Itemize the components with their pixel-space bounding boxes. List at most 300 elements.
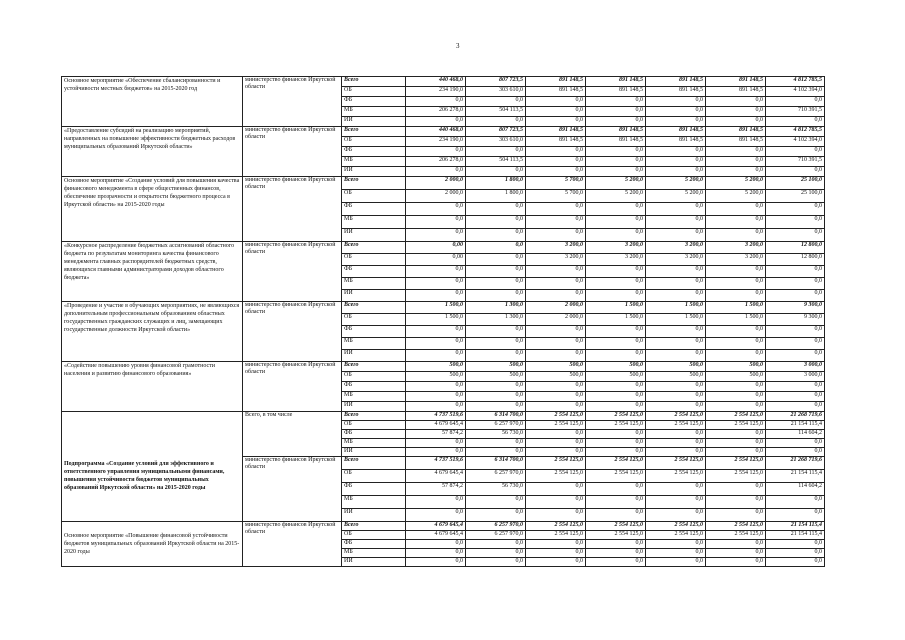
funding-source: ОБ bbox=[342, 190, 406, 203]
measure-name: Основное мероприятие «Повышение финансовой устойчивости бюджетов муниципальных образований Иркутской области на 2015-2020 годы bbox=[62, 522, 243, 567]
amount-cell: 0,0 bbox=[466, 216, 526, 229]
amount-cell: 0,0 bbox=[586, 540, 646, 549]
funding-source: Всего bbox=[342, 127, 406, 137]
amount-cell: 0,0 bbox=[526, 203, 586, 216]
amount-cell: 807 723,5 bbox=[466, 127, 526, 137]
responsible-org: министерство финансов Иркутской области bbox=[243, 177, 342, 242]
amount-cell: 0,0 bbox=[406, 147, 466, 157]
funding-source: МБ bbox=[342, 157, 406, 167]
funding-source: Всего bbox=[342, 177, 406, 190]
responsible-org: министерство финансов Иркутской области bbox=[243, 522, 342, 567]
amount-cell: 891 148,5 bbox=[706, 127, 766, 137]
amount-cell: 0,0 bbox=[586, 167, 646, 177]
amount-cell: 0,0 bbox=[406, 266, 466, 278]
amount-cell: 0,0 bbox=[586, 350, 646, 362]
amount-cell: 0,0 bbox=[406, 117, 466, 127]
amount-cell: 57 874,2 bbox=[406, 430, 466, 439]
amount-cell: 0,0 bbox=[586, 97, 646, 107]
amount-cell: 2 554 125,0 bbox=[706, 531, 766, 540]
amount-cell: 0,0 bbox=[406, 382, 466, 392]
amount-cell: 114 604,2 bbox=[766, 430, 825, 439]
amount-cell: 891 148,5 bbox=[646, 77, 706, 87]
amount-cell: 0,0 bbox=[706, 266, 766, 278]
amount-cell: 0,0 bbox=[586, 203, 646, 216]
amount-cell: 0,0 bbox=[466, 326, 526, 338]
funding-source: ФБ bbox=[342, 540, 406, 549]
amount-cell: 0,0 bbox=[466, 203, 526, 216]
amount-cell: 3 200,0 bbox=[526, 254, 586, 266]
amount-cell: 0,0 bbox=[466, 266, 526, 278]
responsible-org: Всего, в том числе bbox=[243, 412, 342, 457]
table-row bbox=[62, 77, 825, 87]
amount-cell: 0,0 bbox=[646, 430, 706, 439]
amount-cell: 0,0 bbox=[526, 430, 586, 439]
amount-cell: 0,0 bbox=[406, 338, 466, 350]
amount-cell: 0,0 bbox=[526, 483, 586, 496]
amount-cell: 6 257 970,0 bbox=[466, 522, 526, 531]
amount-cell: 0,0 bbox=[586, 402, 646, 412]
amount-cell: 0,0 bbox=[466, 278, 526, 290]
amount-cell: 0,0 bbox=[526, 382, 586, 392]
table-row bbox=[62, 362, 825, 372]
amount-cell: 21 154 115,4 bbox=[766, 522, 825, 531]
amount-cell: 0,0 bbox=[466, 392, 526, 402]
amount-cell: 21 154 115,4 bbox=[766, 470, 825, 483]
amount-cell: 56 730,0 bbox=[466, 483, 526, 496]
amount-cell: 0,0 bbox=[586, 509, 646, 522]
amount-cell: 891 148,5 bbox=[706, 77, 766, 87]
amount-cell: 3 000,0 bbox=[766, 372, 825, 382]
amount-cell: 4 737 519,6 bbox=[406, 412, 466, 421]
amount-cell: 2 554 125,0 bbox=[586, 421, 646, 430]
funding-source: ОБ bbox=[342, 372, 406, 382]
amount-cell: 0,0 bbox=[706, 157, 766, 167]
funding-source: МБ bbox=[342, 216, 406, 229]
amount-cell: 891 148,5 bbox=[526, 127, 586, 137]
amount-cell: 0,0 bbox=[406, 97, 466, 107]
amount-cell: 1 500,0 bbox=[406, 302, 466, 314]
funding-source: ОБ bbox=[342, 314, 406, 326]
amount-cell: 891 148,5 bbox=[706, 137, 766, 147]
amount-cell: 0,0 bbox=[766, 203, 825, 216]
responsible-org: министерство финансов Иркутской области bbox=[243, 302, 342, 362]
amount-cell: 4 102 394,0 bbox=[766, 87, 825, 97]
amount-cell: 0,0 bbox=[406, 448, 466, 457]
amount-cell: 0,0 bbox=[586, 338, 646, 350]
amount-cell: 2 554 125,0 bbox=[706, 470, 766, 483]
amount-cell: 0,0 bbox=[706, 278, 766, 290]
amount-cell: 3 200,0 bbox=[526, 242, 586, 254]
amount-cell: 0,0 bbox=[406, 540, 466, 549]
amount-cell: 5 700,0 bbox=[526, 190, 586, 203]
amount-cell: 0,0 bbox=[526, 350, 586, 362]
amount-cell: 5 200,0 bbox=[706, 177, 766, 190]
funding-source: ИИ bbox=[342, 290, 406, 302]
amount-cell: 0,0 bbox=[526, 229, 586, 242]
amount-cell: 0,0 bbox=[646, 216, 706, 229]
amount-cell: 1 500,0 bbox=[406, 314, 466, 326]
amount-cell: 0,0 bbox=[586, 278, 646, 290]
table-row bbox=[62, 177, 825, 190]
amount-cell: 0,0 bbox=[526, 558, 586, 567]
amount-cell: 0,0 bbox=[766, 117, 825, 127]
amount-cell: 0,0 bbox=[406, 549, 466, 558]
amount-cell: 0,0 bbox=[466, 242, 526, 254]
amount-cell: 500,0 bbox=[706, 362, 766, 372]
amount-cell: 1 500,0 bbox=[646, 302, 706, 314]
amount-cell: 0,0 bbox=[646, 350, 706, 362]
responsible-org: министерство финансов Иркутской области bbox=[243, 362, 342, 412]
amount-cell: 0,0 bbox=[646, 558, 706, 567]
amount-cell: 0,0 bbox=[526, 107, 586, 117]
amount-cell: 0,0 bbox=[646, 549, 706, 558]
amount-cell: 0,0 bbox=[526, 392, 586, 402]
amount-cell: 5 200,0 bbox=[646, 190, 706, 203]
amount-cell: 891 148,5 bbox=[526, 87, 586, 97]
budget-table bbox=[61, 76, 825, 567]
amount-cell: 0,0 bbox=[406, 509, 466, 522]
amount-cell: 0,0 bbox=[466, 229, 526, 242]
funding-source: МБ bbox=[342, 439, 406, 448]
amount-cell: 0,0 bbox=[466, 97, 526, 107]
funding-source: ИИ bbox=[342, 229, 406, 242]
amount-cell: 0,0 bbox=[646, 402, 706, 412]
amount-cell: 710 391,5 bbox=[766, 157, 825, 167]
funding-source: ФБ bbox=[342, 97, 406, 107]
amount-cell: 4 679 645,4 bbox=[406, 470, 466, 483]
amount-cell: 0,0 bbox=[646, 117, 706, 127]
amount-cell: 0,0 bbox=[466, 540, 526, 549]
funding-source: ФБ bbox=[342, 483, 406, 496]
amount-cell: 0,0 bbox=[406, 203, 466, 216]
measure-name: «Содействие повышению уровня финансовой грамотности населения и развитию финансового образования» bbox=[62, 362, 243, 412]
amount-cell: 0,0 bbox=[646, 439, 706, 448]
amount-cell: 21 268 719,6 bbox=[766, 412, 825, 421]
amount-cell: 21 154 115,4 bbox=[766, 531, 825, 540]
amount-cell: 0,0 bbox=[766, 229, 825, 242]
funding-source: ИИ bbox=[342, 402, 406, 412]
amount-cell: 891 148,5 bbox=[646, 87, 706, 97]
amount-cell: 4 102 394,0 bbox=[766, 137, 825, 147]
amount-cell: 0,0 bbox=[586, 549, 646, 558]
amount-cell: 2 554 125,0 bbox=[646, 531, 706, 540]
responsible-org: министерство финансов Иркутской области bbox=[243, 457, 342, 522]
amount-cell: 2 554 125,0 bbox=[526, 531, 586, 540]
amount-cell: 6 257 970,0 bbox=[466, 531, 526, 540]
amount-cell: 0,0 bbox=[526, 216, 586, 229]
amount-cell: 500,0 bbox=[406, 362, 466, 372]
amount-cell: 0,0 bbox=[586, 266, 646, 278]
amount-cell: 0,0 bbox=[586, 229, 646, 242]
funding-source: Всего bbox=[342, 242, 406, 254]
amount-cell: 5 200,0 bbox=[706, 190, 766, 203]
amount-cell: 0,0 bbox=[646, 107, 706, 117]
amount-cell: 0,0 bbox=[646, 448, 706, 457]
amount-cell: 0,0 bbox=[586, 147, 646, 157]
amount-cell: 0,0 bbox=[706, 549, 766, 558]
amount-cell: 0,0 bbox=[766, 290, 825, 302]
amount-cell: 0,0 bbox=[586, 430, 646, 439]
amount-cell: 56 730,0 bbox=[466, 430, 526, 439]
amount-cell: 0,0 bbox=[406, 558, 466, 567]
amount-cell: 0,0 bbox=[466, 117, 526, 127]
amount-cell: 0,0 bbox=[526, 147, 586, 157]
amount-cell: 303 610,0 bbox=[466, 87, 526, 97]
funding-source: ИИ bbox=[342, 558, 406, 567]
amount-cell: 0,0 bbox=[766, 266, 825, 278]
amount-cell: 891 148,5 bbox=[646, 127, 706, 137]
amount-cell: 0,0 bbox=[646, 167, 706, 177]
amount-cell: 0,0 bbox=[586, 382, 646, 392]
amount-cell: 0,0 bbox=[466, 350, 526, 362]
amount-cell: 25 100,0 bbox=[766, 177, 825, 190]
amount-cell: 0,0 bbox=[406, 350, 466, 362]
amount-cell: 4 679 645,4 bbox=[406, 421, 466, 430]
funding-source: Всего bbox=[342, 522, 406, 531]
amount-cell: 6 257 970,0 bbox=[466, 470, 526, 483]
amount-cell: 2 554 125,0 bbox=[646, 421, 706, 430]
amount-cell: 0,0 bbox=[646, 278, 706, 290]
amount-cell: 500,0 bbox=[466, 362, 526, 372]
amount-cell: 0,0 bbox=[526, 167, 586, 177]
amount-cell: 0,0 bbox=[766, 216, 825, 229]
amount-cell: 0,0 bbox=[706, 382, 766, 392]
amount-cell: 504 113,5 bbox=[466, 157, 526, 167]
amount-cell: 2 000,0 bbox=[526, 302, 586, 314]
funding-source: ФБ bbox=[342, 266, 406, 278]
amount-cell: 0,0 bbox=[466, 147, 526, 157]
amount-cell: 234 190,0 bbox=[406, 87, 466, 97]
amount-cell: 6 314 700,0 bbox=[466, 412, 526, 421]
amount-cell: 0,0 bbox=[526, 496, 586, 509]
amount-cell: 0,0 bbox=[526, 439, 586, 448]
amount-cell: 0,0 bbox=[586, 157, 646, 167]
amount-cell: 9 300,0 bbox=[766, 314, 825, 326]
amount-cell: 2 554 125,0 bbox=[646, 412, 706, 421]
funding-source: МБ bbox=[342, 338, 406, 350]
amount-cell: 21 154 115,4 bbox=[766, 421, 825, 430]
amount-cell: 4 679 645,4 bbox=[406, 522, 466, 531]
amount-cell: 2 000,0 bbox=[406, 190, 466, 203]
amount-cell: 440 468,0 bbox=[406, 127, 466, 137]
amount-cell: 0,0 bbox=[526, 402, 586, 412]
amount-cell: 0,0 bbox=[766, 439, 825, 448]
amount-cell: 0,0 bbox=[466, 496, 526, 509]
amount-cell: 0,0 bbox=[586, 290, 646, 302]
table-row bbox=[62, 522, 825, 531]
amount-cell: 0,0 bbox=[586, 483, 646, 496]
amount-cell: 2 554 125,0 bbox=[586, 412, 646, 421]
amount-cell: 0,0 bbox=[766, 338, 825, 350]
amount-cell: 12 800,0 bbox=[766, 242, 825, 254]
amount-cell: 500,0 bbox=[646, 362, 706, 372]
funding-source: ФБ bbox=[342, 430, 406, 439]
funding-source: МБ bbox=[342, 496, 406, 509]
amount-cell: 0,0 bbox=[706, 448, 766, 457]
amount-cell: 4 812 785,5 bbox=[766, 127, 825, 137]
amount-cell: 0,0 bbox=[766, 147, 825, 157]
amount-cell: 0,0 bbox=[526, 338, 586, 350]
funding-source: Всего bbox=[342, 457, 406, 470]
measure-name: Основное мероприятие «Обеспечение сбалансированности и устойчивости местных бюджетов» на 2015-2020 год bbox=[62, 77, 243, 127]
amount-cell: 2 554 125,0 bbox=[526, 522, 586, 531]
amount-cell: 1 500,0 bbox=[706, 314, 766, 326]
amount-cell: 500,0 bbox=[526, 362, 586, 372]
amount-cell: 3 200,0 bbox=[646, 254, 706, 266]
amount-cell: 1 500,0 bbox=[586, 302, 646, 314]
amount-cell: 0,0 bbox=[466, 558, 526, 567]
amount-cell: 1 800,0 bbox=[466, 190, 526, 203]
funding-source: ИИ bbox=[342, 350, 406, 362]
measure-name: «Проведение и участие в обучающих мероприятиях, не являющихся дополнительным профессиональным образованием областных государственных гражданских служащих и лиц, замещающих государственные должности Иркутской области» bbox=[62, 302, 243, 362]
amount-cell: 0,0 bbox=[646, 203, 706, 216]
funding-source: Всего bbox=[342, 302, 406, 314]
amount-cell: 5 200,0 bbox=[646, 177, 706, 190]
amount-cell: 0,0 bbox=[706, 167, 766, 177]
funding-source: ФБ bbox=[342, 147, 406, 157]
funding-source: МБ bbox=[342, 392, 406, 402]
amount-cell: 21 268 719,6 bbox=[766, 457, 825, 470]
amount-cell: 0,0 bbox=[526, 326, 586, 338]
amount-cell: 0,0 bbox=[706, 439, 766, 448]
amount-cell: 0,0 bbox=[706, 402, 766, 412]
funding-source: ОБ bbox=[342, 137, 406, 147]
amount-cell: 0,0 bbox=[406, 392, 466, 402]
amount-cell: 3 200,0 bbox=[586, 242, 646, 254]
amount-cell: 0,0 bbox=[586, 439, 646, 448]
amount-cell: 2 554 125,0 bbox=[586, 522, 646, 531]
amount-cell: 0,0 bbox=[526, 278, 586, 290]
amount-cell: 0,0 bbox=[526, 97, 586, 107]
amount-cell: 0,0 bbox=[586, 326, 646, 338]
amount-cell: 0,0 bbox=[406, 402, 466, 412]
amount-cell: 0,0 bbox=[766, 496, 825, 509]
amount-cell: 2 554 125,0 bbox=[706, 457, 766, 470]
amount-cell: 0,0 bbox=[406, 439, 466, 448]
amount-cell: 0,0 bbox=[766, 278, 825, 290]
amount-cell: 0,0 bbox=[526, 540, 586, 549]
amount-cell: 0,0 bbox=[466, 509, 526, 522]
amount-cell: 12 800,0 bbox=[766, 254, 825, 266]
amount-cell: 0,0 bbox=[766, 509, 825, 522]
amount-cell: 0,0 bbox=[646, 97, 706, 107]
amount-cell: 0,0 bbox=[706, 350, 766, 362]
amount-cell: 891 148,5 bbox=[526, 137, 586, 147]
amount-cell: 0,0 bbox=[466, 439, 526, 448]
amount-cell: 0,0 bbox=[526, 448, 586, 457]
amount-cell: 0,0 bbox=[766, 392, 825, 402]
table-row bbox=[62, 242, 825, 254]
amount-cell: 0,0 bbox=[706, 483, 766, 496]
funding-source: ОБ bbox=[342, 87, 406, 97]
amount-cell: 3 200,0 bbox=[646, 242, 706, 254]
measure-name: Подпрограмма «Создание условий для эффективного и ответственного управления муниципальными финансами, повышения устойчивости бюджетов муниципальных образований Иркутской области» на 2015-2020 годы bbox=[62, 412, 243, 522]
amount-cell: 807 723,5 bbox=[466, 77, 526, 87]
amount-cell: 1 500,0 bbox=[646, 314, 706, 326]
amount-cell: 0,0 bbox=[706, 147, 766, 157]
amount-cell: 0,0 bbox=[706, 509, 766, 522]
amount-cell: 0,0 bbox=[586, 558, 646, 567]
funding-source: ФБ bbox=[342, 203, 406, 216]
amount-cell: 0,0 bbox=[466, 338, 526, 350]
amount-cell: 303 610,0 bbox=[466, 137, 526, 147]
measure-name: «Предоставление субсидий на реализацию мероприятий, направленных на повышение эффективности бюджетных расходов муниципальных образований Иркутской области» bbox=[62, 127, 243, 177]
amount-cell: 4 679 645,4 bbox=[406, 531, 466, 540]
amount-cell: 5 200,0 bbox=[586, 190, 646, 203]
table-row bbox=[62, 302, 825, 314]
amount-cell: 0,0 bbox=[706, 540, 766, 549]
amount-cell: 500,0 bbox=[586, 362, 646, 372]
amount-cell: 2 554 125,0 bbox=[646, 470, 706, 483]
amount-cell: 114 604,2 bbox=[766, 483, 825, 496]
amount-cell: 891 148,5 bbox=[646, 137, 706, 147]
amount-cell: 4 812 785,5 bbox=[766, 77, 825, 87]
amount-cell: 0,0 bbox=[406, 167, 466, 177]
amount-cell: 0,0 bbox=[646, 147, 706, 157]
amount-cell: 0,0 bbox=[646, 483, 706, 496]
amount-cell: 2 554 125,0 bbox=[586, 470, 646, 483]
amount-cell: 6 314 700,0 bbox=[466, 457, 526, 470]
funding-source: ИИ bbox=[342, 167, 406, 177]
amount-cell: 0,0 bbox=[406, 278, 466, 290]
responsible-org: министерство финансов Иркутской области bbox=[243, 242, 342, 302]
amount-cell: 500,0 bbox=[406, 372, 466, 382]
amount-cell: 500,0 bbox=[586, 372, 646, 382]
amount-cell: 0,0 bbox=[526, 157, 586, 167]
table-row bbox=[62, 412, 825, 421]
amount-cell: 2 554 125,0 bbox=[646, 457, 706, 470]
amount-cell: 25 100,0 bbox=[766, 190, 825, 203]
amount-cell: 1 300,0 bbox=[466, 314, 526, 326]
amount-cell: 0,0 bbox=[466, 254, 526, 266]
funding-source: МБ bbox=[342, 549, 406, 558]
funding-source: ОБ bbox=[342, 421, 406, 430]
amount-cell: 0,0 bbox=[766, 382, 825, 392]
amount-cell: 0,0 bbox=[466, 167, 526, 177]
amount-cell: 0,0 bbox=[466, 549, 526, 558]
amount-cell: 0,0 bbox=[706, 338, 766, 350]
amount-cell: 2 554 125,0 bbox=[586, 531, 646, 540]
amount-cell: 0,0 bbox=[466, 382, 526, 392]
amount-cell: 500,0 bbox=[706, 372, 766, 382]
amount-cell: 0,0 bbox=[406, 496, 466, 509]
amount-cell: 440 468,0 bbox=[406, 77, 466, 87]
amount-cell: 0,0 bbox=[466, 290, 526, 302]
amount-cell: 891 148,5 bbox=[706, 87, 766, 97]
amount-cell: 1 500,0 bbox=[586, 314, 646, 326]
amount-cell: 0,0 bbox=[646, 338, 706, 350]
amount-cell: 2 000,0 bbox=[526, 314, 586, 326]
amount-cell: 0,0 bbox=[706, 203, 766, 216]
measure-name: Основное мероприятие «Создание условий для повышения качества финансового менеджмента в сфере общественных финансов, обеспечение прозрачности и открытости бюджетного процесса в Иркутской области» на 2015-2020 годы bbox=[62, 177, 243, 242]
amount-cell: 0,0 bbox=[766, 167, 825, 177]
amount-cell: 0,0 bbox=[406, 290, 466, 302]
amount-cell: 3 200,0 bbox=[706, 254, 766, 266]
responsible-org: министерство финансов Иркутской области bbox=[243, 77, 342, 127]
amount-cell: 3 200,0 bbox=[586, 254, 646, 266]
amount-cell: 0,0 bbox=[586, 448, 646, 457]
amount-cell: 891 148,5 bbox=[586, 77, 646, 87]
amount-cell: 2 554 125,0 bbox=[526, 412, 586, 421]
amount-cell: 0,0 bbox=[586, 107, 646, 117]
amount-cell: 0,0 bbox=[706, 430, 766, 439]
amount-cell: 5 200,0 bbox=[586, 177, 646, 190]
amount-cell: 500,0 bbox=[466, 372, 526, 382]
amount-cell: 0,0 bbox=[766, 402, 825, 412]
amount-cell: 2 554 125,0 bbox=[526, 421, 586, 430]
funding-source: ФБ bbox=[342, 382, 406, 392]
amount-cell: 0,0 bbox=[646, 540, 706, 549]
